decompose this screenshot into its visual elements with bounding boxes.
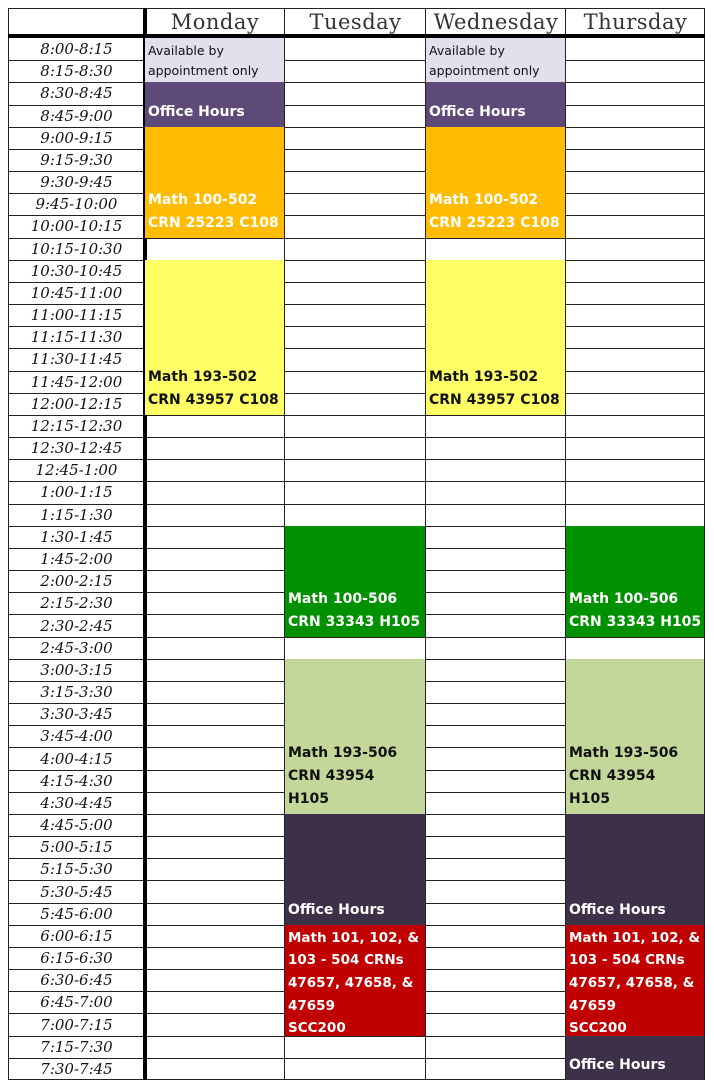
block-text-line: 103 - 504 CRNs: [288, 952, 404, 969]
appointment-block: [426, 38, 565, 82]
appointment-block: [145, 38, 284, 82]
block-text-line: Available by: [429, 43, 505, 58]
time-slot-label: 2:30-2:45: [40, 616, 113, 635]
class-block: [566, 925, 704, 1036]
time-slot-label: 2:15-2:30: [40, 594, 113, 613]
time-slot-label: 2:45-3:00: [40, 638, 113, 657]
time-slot-label: 4:30-4:45: [40, 793, 113, 812]
time-slot-label: 6:45-7:00: [40, 993, 113, 1012]
block-text-line: Math 100-506: [288, 590, 398, 607]
day-header-monday: Monday: [170, 10, 260, 34]
block-text-line: Math 100-502: [148, 191, 258, 208]
row-divider: [8, 238, 705, 239]
block-text-line: Math 193-502: [148, 368, 258, 385]
block-text-line: 47659: [569, 997, 616, 1014]
time-slot-label: 5:00-5:15: [40, 838, 113, 857]
office-hours-block: [145, 82, 284, 126]
class-block: [145, 260, 284, 415]
time-slot-label: 9:45-10:00: [35, 195, 118, 214]
time-slot-label: 8:30-8:45: [40, 84, 113, 103]
block-text-line: Available by: [148, 43, 224, 58]
time-slot-label: 10:30-10:45: [30, 261, 123, 280]
time-slot-label: 7:30-7:45: [40, 1059, 113, 1078]
class-block: [426, 127, 565, 238]
block-text-line: 47657, 47658, &: [288, 974, 414, 991]
block-text-line: Math 101, 102, &: [288, 929, 420, 946]
row-divider: [8, 326, 705, 327]
row-divider: [8, 127, 705, 128]
block-text-line: H105: [288, 790, 329, 807]
block-text-line: appointment only: [429, 63, 540, 78]
row-divider: [8, 437, 705, 438]
block-text-line: 47659: [288, 997, 335, 1014]
table-top-border: [8, 8, 705, 9]
block-text-line: Math 100-506: [569, 590, 679, 607]
time-slot-label: 8:45-9:00: [40, 106, 113, 125]
row-divider: [8, 304, 705, 305]
time-slot-label: 11:30-11:45: [30, 350, 123, 369]
row-divider: [8, 215, 705, 216]
block-text-line: Math 101, 102, &: [569, 929, 701, 946]
block-text-line: appointment only: [148, 63, 259, 78]
day-header-thursday: Thursday: [583, 10, 688, 34]
time-slot-label: 10:15-10:30: [30, 239, 123, 258]
time-slot-label: 3:00-3:15: [40, 660, 113, 679]
time-slot-label: 2:00-2:15: [40, 572, 113, 591]
block-text-line: Office Hours: [288, 901, 385, 918]
block-text-line: Math 100-502: [429, 191, 539, 208]
block-text-line: Math 193-506: [288, 744, 398, 761]
weekly-schedule-table: [8, 8, 705, 1080]
table-left-border: [8, 8, 9, 1080]
block-text-line: CRN 25223 C108: [429, 214, 560, 231]
time-slot-label: 6:30-6:45: [40, 971, 113, 990]
time-slot-label: 9:30-9:45: [40, 173, 113, 192]
block-text-line: CRN 43954: [569, 767, 656, 784]
time-slot-label: 8:15-8:30: [40, 62, 113, 81]
row-divider: [8, 393, 705, 394]
block-text-line: CRN 43957 C108: [148, 391, 279, 408]
time-slot-label: 11:15-11:30: [30, 328, 123, 347]
row-divider: [8, 282, 705, 283]
time-slot-label: 12:15-12:30: [30, 416, 123, 435]
row-divider: [8, 171, 705, 172]
time-slot-label: 9:00-9:15: [40, 128, 113, 147]
row-divider: [8, 193, 705, 194]
office-hours-block: [566, 814, 704, 925]
row-divider: [8, 637, 705, 638]
office-hours-block: [566, 1036, 704, 1080]
time-slot-label: 5:30-5:45: [40, 882, 113, 901]
row-divider: [8, 415, 705, 416]
row-divider: [8, 149, 705, 150]
class-block: [426, 260, 565, 415]
block-text-line: CRN 43957 C108: [429, 391, 560, 408]
time-slot-label: 3:30-3:45: [40, 705, 113, 724]
row-divider: [8, 504, 705, 505]
time-slot-label: 6:15-6:30: [40, 949, 113, 968]
block-text-line: Office Hours: [569, 1056, 666, 1073]
office-hours-block: [285, 814, 425, 925]
time-slot-label: 4:45-5:00: [40, 816, 113, 835]
time-slot-label: 3:15-3:30: [40, 683, 113, 701]
day-header-wednesday: Wednesday: [433, 10, 559, 34]
time-slot-label: 6:00-6:15: [40, 926, 113, 945]
row-divider: [8, 82, 705, 83]
time-slot-label: 7:15-7:30: [40, 1037, 113, 1056]
class-block: [566, 659, 704, 814]
row-divider: [8, 260, 705, 261]
column-divider: [704, 8, 705, 1080]
block-text-line: Office Hours: [148, 103, 245, 120]
row-divider: [8, 459, 705, 460]
time-slot-label: 4:00-4:15: [40, 749, 113, 768]
day-header-tuesday: Tuesday: [309, 10, 402, 34]
header-rule: [8, 34, 705, 38]
block-text-line: Office Hours: [429, 103, 526, 120]
time-slot-label: 7:00-7:15: [40, 1015, 113, 1034]
time-slot-label: 12:45-1:00: [35, 461, 118, 480]
block-text-line: CRN 33343 H105: [288, 613, 421, 630]
time-slot-label: 1:30-1:45: [40, 527, 113, 546]
time-slot-label: 5:15-5:30: [40, 860, 113, 879]
time-slot-label: 9:15-9:30: [40, 150, 113, 169]
time-slot-label: 11:00-11:15: [30, 306, 123, 325]
class-block: [285, 925, 425, 1036]
class-block: [285, 526, 425, 637]
block-text-line: CRN 43954: [288, 767, 375, 784]
block-text-line: SCC200: [569, 1020, 627, 1036]
time-slot-label: 1:00-1:15: [40, 483, 113, 502]
time-slot-label: 4:15-4:30: [40, 771, 113, 790]
row-divider: [8, 348, 705, 349]
block-text-line: CRN 25223 C108: [148, 214, 279, 231]
row-divider: [8, 481, 705, 482]
time-slot-label: 12:30-12:45: [30, 439, 123, 458]
time-slot-label: 12:00-12:15: [30, 394, 123, 413]
time-slot-label: 5:45-6:00: [40, 904, 113, 923]
time-slot-label: 10:00-10:15: [30, 217, 123, 236]
time-slot-label: 8:00-8:15: [40, 40, 113, 59]
block-text-line: Math 193-502: [429, 368, 539, 385]
class-block: [145, 127, 284, 238]
office-hours-block: [426, 82, 565, 126]
block-text-line: Math 193-506: [569, 744, 679, 761]
time-slot-label: 1:15-1:30: [40, 505, 113, 524]
time-slot-label: 3:45-4:00: [40, 727, 113, 746]
block-text-line: H105: [569, 790, 610, 807]
row-divider: [8, 60, 705, 61]
class-block: [566, 526, 704, 637]
block-text-line: Office Hours: [569, 901, 666, 918]
time-slot-label: 11:45-12:00: [30, 372, 123, 391]
row-divider: [8, 105, 705, 106]
class-block: [285, 659, 425, 814]
block-text-line: CRN 33343 H105: [569, 613, 702, 630]
block-text-line: 47657, 47658, &: [569, 974, 695, 991]
block-text-line: SCC200: [288, 1020, 346, 1036]
time-slot-label: 1:45-2:00: [40, 549, 113, 568]
time-slot-label: 10:45-11:00: [30, 283, 123, 302]
row-divider: [8, 371, 705, 372]
block-text-line: 103 - 504 CRNs: [569, 952, 685, 969]
